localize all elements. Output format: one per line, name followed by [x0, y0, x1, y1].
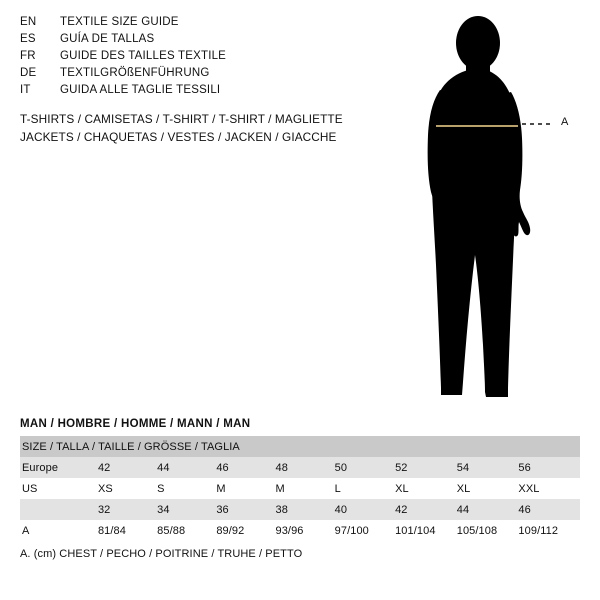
language-header-list	[20, 16, 380, 101]
table-cell: 36	[216, 499, 275, 520]
table-cell: 105/108	[457, 520, 519, 541]
product-category-line: T-SHIRTS / CAMISETAS / T-SHIRT / T-SHIRT / MAGLIETTE	[20, 112, 343, 126]
table-cell: 44	[457, 499, 519, 520]
table-cell: XS	[98, 478, 157, 499]
language-title: GUÍA DE TALLAS	[60, 33, 155, 45]
language-title: TEXTILGRÖßENFÜHRUNG	[60, 67, 210, 79]
table-cell: S	[157, 478, 216, 499]
table-row	[20, 457, 580, 478]
table-cell: 44	[157, 457, 216, 478]
row-label: A	[20, 520, 98, 541]
table-cell: 46	[216, 457, 275, 478]
language-row	[20, 50, 380, 67]
figure-illustration	[400, 10, 600, 405]
table-cell: 97/100	[335, 520, 395, 541]
language-code: ES	[20, 33, 36, 45]
row-label	[20, 499, 98, 520]
size-table	[20, 436, 580, 541]
table-cell: 32	[98, 499, 157, 520]
table-cell: 40	[335, 499, 395, 520]
table-cell: 89/92	[216, 520, 275, 541]
table-cell: 50	[335, 457, 395, 478]
size-table-section	[20, 418, 580, 541]
measure-point-label: A	[561, 116, 569, 128]
row-label: Europe	[20, 457, 98, 478]
table-cell: XXL	[518, 478, 580, 499]
table-footnote: A. (cm) CHEST / PECHO / POITRINE / TRUHE / PETTO	[20, 548, 303, 560]
male-silhouette-icon	[400, 10, 600, 405]
product-category-list	[20, 110, 420, 146]
language-code: IT	[20, 84, 31, 96]
table-cell: XL	[457, 478, 519, 499]
table-cell: XL	[395, 478, 457, 499]
table-cell: 46	[518, 499, 580, 520]
table-cell: M	[275, 478, 334, 499]
table-header-row	[20, 436, 580, 457]
table-cell: 42	[98, 457, 157, 478]
language-code: FR	[20, 50, 36, 62]
table-cell: L	[335, 478, 395, 499]
table-row	[20, 499, 580, 520]
product-category-line: JACKETS / CHAQUETAS / VESTES / JACKEN / GIACCHE	[20, 130, 337, 144]
table-row	[20, 520, 580, 541]
language-row	[20, 67, 380, 84]
language-row	[20, 33, 380, 50]
table-cell: 56	[518, 457, 580, 478]
language-row	[20, 84, 380, 101]
table-title: MAN / HOMBRE / HOMME / MANN / MAN	[20, 418, 251, 430]
language-code: EN	[20, 16, 37, 28]
language-title: GUIDE DES TAILLES TEXTILE	[60, 50, 227, 62]
table-cell: 42	[395, 499, 457, 520]
table-cell: 48	[275, 457, 334, 478]
language-code: DE	[20, 67, 37, 79]
table-cell: 52	[395, 457, 457, 478]
language-title: TEXTILE SIZE GUIDE	[60, 16, 179, 28]
table-row	[20, 478, 580, 499]
table-cell: 34	[157, 499, 216, 520]
table-cell: 54	[457, 457, 519, 478]
row-label: US	[20, 478, 98, 499]
language-row	[20, 16, 380, 33]
table-header-label: SIZE / TALLA / TAILLE / GRÖSSE / TAGLIA	[20, 436, 580, 457]
table-cell: 85/88	[157, 520, 216, 541]
language-title: GUIDA ALLE TAGLIE TESSILI	[60, 84, 221, 96]
table-cell: 101/104	[395, 520, 457, 541]
table-cell: 81/84	[98, 520, 157, 541]
table-cell: 109/112	[518, 520, 580, 541]
table-cell: 93/96	[275, 520, 334, 541]
table-cell: 38	[275, 499, 334, 520]
table-cell: M	[216, 478, 275, 499]
